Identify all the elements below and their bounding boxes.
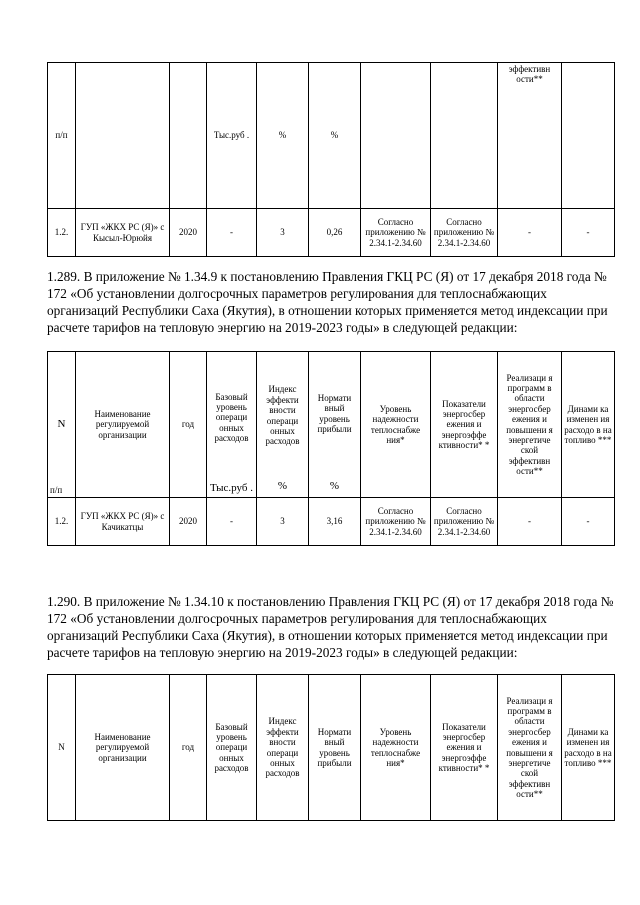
header-dynamics: Динами ка изменен ия расходо в на топливо *** xyxy=(562,675,615,821)
cell-name: ГУП «ЖКХ РС (Я)» с Качикатцы xyxy=(76,498,170,546)
header-index: Индекс эффекти вности операци онных расходов xyxy=(257,675,309,821)
header-efficiency: Показатели энергосбер ежения и энергоэффе ктивности* * xyxy=(431,352,498,498)
table-mid xyxy=(47,351,615,546)
header-name: Наименование регулируемой организации xyxy=(76,352,170,498)
unit-cell: % xyxy=(257,63,309,209)
table-row xyxy=(48,498,615,546)
header-programs: Реализаци я программ в области энергосбер ежения и повышени я энергетиче ской эффективн ости** xyxy=(498,352,562,498)
cell-efficiency: Согласно приложению № 2.34.1-2.34.60 xyxy=(431,209,498,257)
cell-profit: 0,26 xyxy=(309,209,361,257)
header-year: год xyxy=(170,352,207,498)
cell-programs: - xyxy=(498,498,562,546)
unit-cell: Тыс.руб . xyxy=(207,63,257,209)
unit-cell: % xyxy=(309,63,361,209)
header-dynamics: Динами ка изменен ия расходо в на топливо *** xyxy=(562,352,615,498)
cell-base: - xyxy=(207,498,257,546)
paragraph-1-289: 1.289. В приложение № 1.34.9 к постановлению Правления ГКЦ РС (Я) от 17 декабря 2018 года № 172 «Об установлении долгосрочных параметров регулирования для теплоснабжающих организаций Республики Саха (Якутия), в отношении которых применяется метод индексации при расчете тарифов на тепловую энергию на 2019-2023 годы» в следующей редакции: xyxy=(47,269,608,335)
cell-base: - xyxy=(207,209,257,257)
paragraph-1-290: 1.290. В приложение № 1.34.10 к постановлению Правления ГКЦ РС (Я) от 17 декабря 2018 года № 172 «Об установлении долгосрочных параметров регулирования для теплоснабжающих организаций Республики Саха (Якутия), в отношении которых применяется метод индексации при расчете тарифов на тепловую энергию на 2019-2023 годы» в следующей редакции: xyxy=(47,594,614,660)
header-profit: Нормати вный уровень прибыли % xyxy=(309,352,361,498)
unit-cell: Тыс.руб . xyxy=(209,482,253,495)
cell-year: 2020 xyxy=(170,209,207,257)
cell-year: 2020 xyxy=(170,498,207,546)
header-year: год xyxy=(170,675,207,821)
cell-name: ГУП «ЖКХ РС (Я)» с Кысыл-Юрюйя xyxy=(76,209,170,257)
header-reliability: Уровень надежности теплоснабже ния* xyxy=(361,675,431,821)
header-efficiency: Показатели энергосбер ежения и энергоэффе ктивности* * xyxy=(431,675,498,821)
cell-programs: - xyxy=(498,209,562,257)
table-row xyxy=(48,209,615,257)
header-reliability: Уровень надежности теплоснабже ния* xyxy=(361,352,431,498)
unit-cell: % xyxy=(277,480,288,493)
header-name: Наименование регулируемой организации xyxy=(76,675,170,821)
cell-reliability: Согласно приложению № 2.34.1-2.34.60 xyxy=(361,498,431,546)
header-index: Индекс эффекти вности операци онных расходов % xyxy=(257,352,309,498)
table-bottom xyxy=(47,674,615,821)
cell-dynamics: - xyxy=(562,498,615,546)
cell-index: 3 xyxy=(257,498,309,546)
header-n: N xyxy=(48,675,76,821)
header-programs: Реализаци я программ в области энергосбер ежения и повышени я энергетиче ской эффективн ости** xyxy=(498,675,562,821)
header-base: Базовый уровень операци онных расходов Тыс.руб . xyxy=(207,352,257,498)
table-header-row xyxy=(48,63,615,209)
table-top xyxy=(47,62,615,257)
cell-profit: 3,16 xyxy=(309,498,361,546)
cell-reliability: Согласно приложению № 2.34.1-2.34.60 xyxy=(361,209,431,257)
header-n: п/п xyxy=(48,63,76,209)
header-profit: Нормати вный уровень прибыли xyxy=(309,675,361,821)
cell-dynamics: - xyxy=(562,209,615,257)
cell-index: 3 xyxy=(257,209,309,257)
unit-cell: % xyxy=(329,480,340,493)
header-n-sub: п/п xyxy=(50,484,63,495)
header-n: N п/п xyxy=(48,352,76,498)
cell-n: 1.2. xyxy=(48,498,76,546)
header-base: Базовый уровень операци онных расходов xyxy=(207,675,257,821)
table-header-row xyxy=(48,352,615,498)
cell-efficiency: Согласно приложению № 2.34.1-2.34.60 xyxy=(431,498,498,546)
cell-n: 1.2. xyxy=(48,209,76,257)
table-header-row xyxy=(48,675,615,821)
header-programs-fragment: эффективн ости** xyxy=(498,63,562,209)
